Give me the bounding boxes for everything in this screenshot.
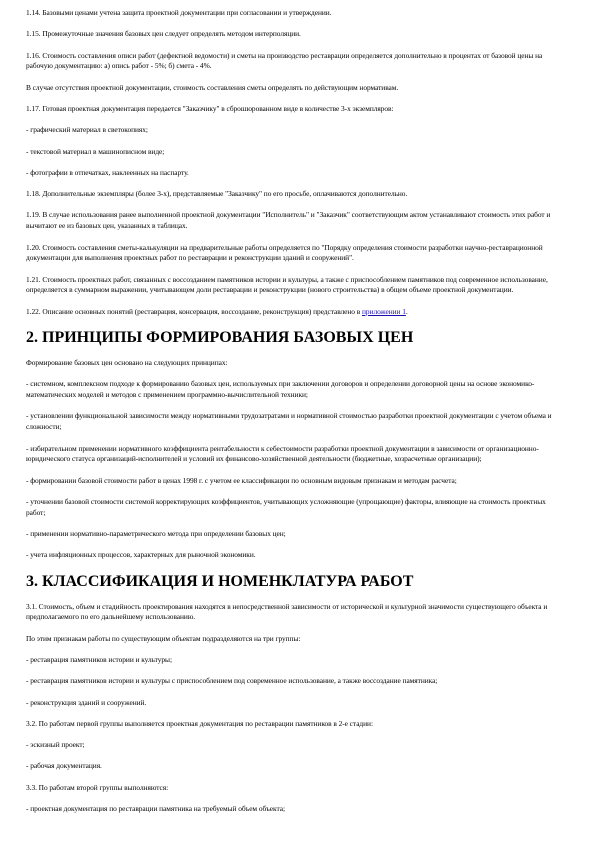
list-item: - графический материал в светокопиях; <box>26 125 148 135</box>
list-item: - уточнении базовой стоимости системой корректирующих коэффициентов, учитывающих усложняющие (упрощающие) факторы, влияющие на стоимость проектных работ; <box>26 496 546 517</box>
list-item: - проектная документация по реставрации памятника на требуемый объем объекта; <box>26 804 285 814</box>
list-item: - системном, комплексном подходе к формированию базовых цен, используемых при заключении договоров и определении договорной цены на основе экономико-математических моделей и методов с применением программно-вычислительной техники; <box>26 379 535 400</box>
list-item: - текстовой материал в машинописном виде; <box>26 146 165 156</box>
paragraph: 1.18. Дополнительные экземпляры (более 3-х), представляемые "Заказчику" по его просьбе, оплачиваются дополнительно. <box>26 189 408 199</box>
paragraph: 1.20. Стоимость составления сметы-калькуляции на предварительные работы определяется по "Порядку определения стоимости разработки научно-реставрационной документации для выполнения проектных работ по реставрации и реконструкции зданий и сооружений". <box>26 242 543 263</box>
list-item: - реставрация памятников истории и культуры с приспособлением под современное использование, а также воссоздание памятника; <box>26 676 438 686</box>
paragraph: 1.16. Стоимость составления описи работ (дефектной ведомости) и сметы на производство реставрации определяется дополнительно в процентах от базовой цены на рабочую документацию: а) опись работ - 5%; б) смета - 4%. <box>26 50 543 71</box>
paragraph: 1.19. В случае использования ранее выполненной проектной документации "Исполнитель" и "Заказчик" соответствующим актом устанавливают стоимость этих работ и вычитают ее из базовых цен, указанных в таблицах. <box>26 210 551 231</box>
paragraph: 3.1. Стоимость, объем и стадийность проектирования находятся в непосредственной зависимости от исторической и культурной значимости существующего объекта и предполагаемого по его дальнейшему использованию. <box>26 601 548 622</box>
list-item: - фотографии в отпечатках, наклеенных на паспарту. <box>26 167 189 177</box>
paragraph: 3.3. По работам второй группы выполняются: <box>26 782 169 792</box>
paragraph: В случае отсутствия проектной документации, стоимость составления сметы определять по действующим нормативам. <box>26 82 399 92</box>
appendix-1-link[interactable]: приложении 1 <box>362 306 406 316</box>
section-2-heading: 2. ПРИНЦИПЫ ФОРМИРОВАНИЯ БАЗОВЫХ ЦЕН <box>26 329 414 347</box>
paragraph-text-tail: . <box>405 306 408 316</box>
list-item: - рабочая документация. <box>26 761 102 771</box>
section-1-continuation <box>26 8 561 318</box>
list-item: - применении нормативно-параметрического метода при определении базовых цен; <box>26 529 286 539</box>
paragraph-text: 1.22. Описание основных понятий (реставрация, консервация, воссоздание, реконструкция) представлено в <box>26 306 362 316</box>
paragraph: 1.15. Промежуточные значения базовых цен следует определять методом интерполяции. <box>26 29 301 39</box>
list-item: - избирательном применении нормативного коэффициента рентабельности к себестоимости разработки проектной документации в зависимости от организационно-юридического статуса организаций-исполнителей и условий их финансово-хозяйственной деятельности (бюджетные, хозрасчетные организации); <box>26 443 539 464</box>
list-item: - реставрация памятников истории и культуры; <box>26 655 172 664</box>
section-3-heading: 3. КЛАССИФИКАЦИЯ И НОМЕНКЛАТУРА РАБОТ <box>26 572 414 590</box>
list-item: - установлении функциональной зависимости между нормативными трудозатратами и нормативной стоимостью разработки проектной документации с учетом объема и сложности; <box>26 411 552 432</box>
paragraph: 1.17. Готовая проектная документация передается "Заказчику" в сброшюрованном виде в количестве 3-х экземпляров: <box>26 103 394 113</box>
list-item: - формировании базовой стоимости работ в ценах 1998 г. с учетом ее классификации по основным видовым признакам и методам расчета; <box>26 475 457 485</box>
paragraph: 3.2. По работам первой группы выполняется проектная документация по реставрации памятников в 2-е стадии: <box>26 718 373 728</box>
paragraph: Формирование базовых цен основано на следующих принципах: <box>26 358 228 368</box>
list-item: - реконструкция зданий и сооружений. <box>26 697 147 707</box>
list-item: - учета инфляционных процессов, характерных для рыночной экономики. <box>26 550 256 560</box>
paragraph: 1.21. Стоимость проектных работ, связанных с воссозданием памятников истории и культуры, а также с приспособлением памятников под современное использование, определяется в суммарном выражении, учитывающем доли реставрации и реконструкции (нового строительства) в общем объеме проектной документации. <box>26 274 548 295</box>
section-3-body <box>26 602 561 815</box>
section-2-body <box>26 358 561 561</box>
paragraph: 1.14. Базовыми ценами учтена защита проектной документации при согласовании и утверждении. <box>26 8 332 17</box>
list-item: - эскизный проект; <box>26 740 85 750</box>
paragraph <box>26 307 561 318</box>
paragraph: По этим признакам работы по существующим объектам подразделяются на три группы: <box>26 633 301 643</box>
